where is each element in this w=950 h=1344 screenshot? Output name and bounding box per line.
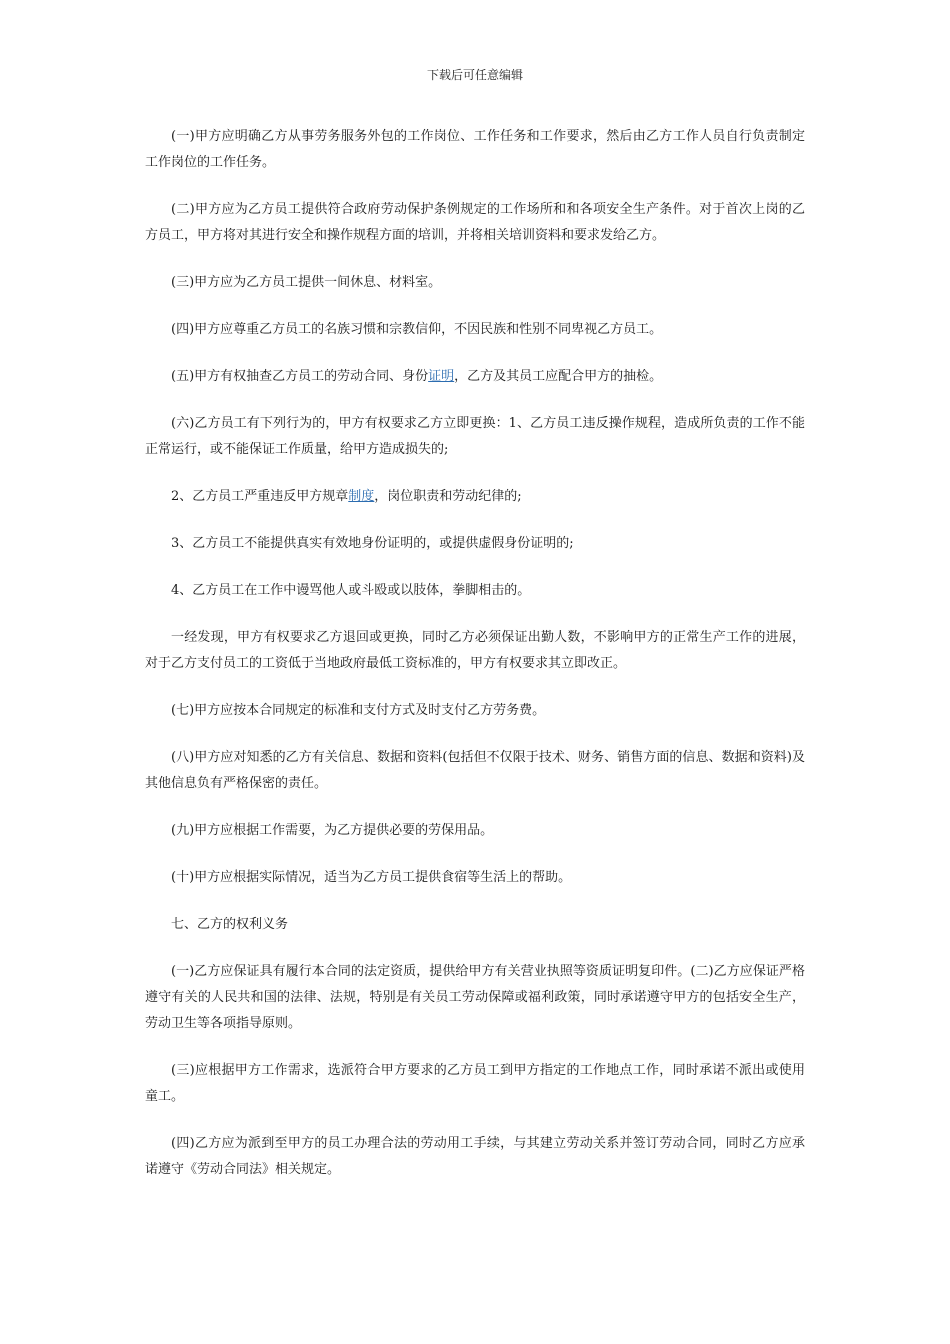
paragraph-17: (三)应根据甲方工作需求，选派符合甲方要求的乙方员工到甲方指定的工作地点工作，同时承诺不派出或使用童工。 <box>145 1063 805 1104</box>
page-header: 下载后可任意编辑 <box>426 68 523 82</box>
paragraph-4: (四)甲方应尊重乙方员工的名族习惯和宗教信仰，不因民族和性别不同卑视乙方员工。 <box>171 322 663 337</box>
paragraph-7-text-after: ，岗位职责和劳动纪律的; <box>374 489 522 504</box>
section-heading-7: 七、乙方的权利义务 <box>171 917 289 932</box>
paragraph-7 <box>145 484 805 510</box>
paragraph-7-text-before: 2、乙方员工严重违反甲方规章 <box>171 489 349 504</box>
document-body <box>145 124 805 1204</box>
paragraph-14: (十)甲方应根据实际情况，适当为乙方员工提供食宿等生活上的帮助。 <box>171 870 572 885</box>
paragraph-6: (六)乙方员工有下列行为的，甲方有权要求乙方立即更换：1、乙方员工违反操作规程，造成所负责的工作不能正常运行，或不能保证工作质量，给甲方造成损失的; <box>145 416 805 457</box>
link-zhengming[interactable]: 证明 <box>428 369 455 384</box>
paragraph-18: (四)乙方应为派到至甲方的员工办理合法的劳动用工手续，与其建立劳动关系并签订劳动合同，同时乙方应承诺遵守《劳动合同法》相关规定。 <box>145 1136 805 1177</box>
link-zhidu[interactable]: 制度 <box>348 489 375 504</box>
paragraph-5-text-after: ，乙方及其员工应配合甲方的抽检。 <box>454 369 663 384</box>
paragraph-9: 4、乙方员工在工作中谩骂他人或斗殴或以肢体，拳脚相击的。 <box>171 583 531 598</box>
paragraph-2: (二)甲方应为乙方员工提供符合政府劳动保护条例规定的工作场所和和各项安全生产条件。对于首次上岗的乙方员工，甲方将对其进行安全和操作规程方面的培训，并将相关培训资料和要求发给乙方。 <box>145 202 805 243</box>
paragraph-10: 一经发现，甲方有权要求乙方退回或更换，同时乙方必须保证出勤人数，不影响甲方的正常生产工作的进展，对于乙方支付员工的工资低于当地政府最低工资标准的，甲方有权要求其立即改正。 <box>145 630 805 671</box>
paragraph-5 <box>145 364 805 390</box>
paragraph-8: 3、乙方员工不能提供真实有效地身份证明的，或提供虚假身份证明的; <box>171 536 574 551</box>
paragraph-5-text-before: (五)甲方有权抽查乙方员工的劳动合同、身份 <box>171 369 429 384</box>
paragraph-1: (一)甲方应明确乙方从事劳务服务外包的工作岗位、工作任务和工作要求，然后由乙方工作人员自行负责制定工作岗位的工作任务。 <box>145 129 805 170</box>
paragraph-12: (八)甲方应对知悉的乙方有关信息、数据和资料(包括但不仅限于技术、财务、销售方面的信息、数据和资料)及其他信息负有严格保密的责任。 <box>145 750 805 791</box>
paragraph-13: (九)甲方应根据工作需要，为乙方提供必要的劳保用品。 <box>171 823 494 838</box>
paragraph-11: (七)甲方应按本合同规定的标准和支付方式及时支付乙方劳务费。 <box>171 703 546 718</box>
paragraph-3: (三)甲方应为乙方员工提供一间休息、材料室。 <box>171 275 442 290</box>
paragraph-16: (一)乙方应保证具有履行本合同的法定资质，提供给甲方有关营业执照等资质证明复印件。(二)乙方应保证严格遵守有关的人民共和国的法律、法规，特别是有关员工劳动保障或福利政策，同时承诺遵守甲方的包括安全生产，劳动卫生等各项指导原则。 <box>145 964 805 1031</box>
